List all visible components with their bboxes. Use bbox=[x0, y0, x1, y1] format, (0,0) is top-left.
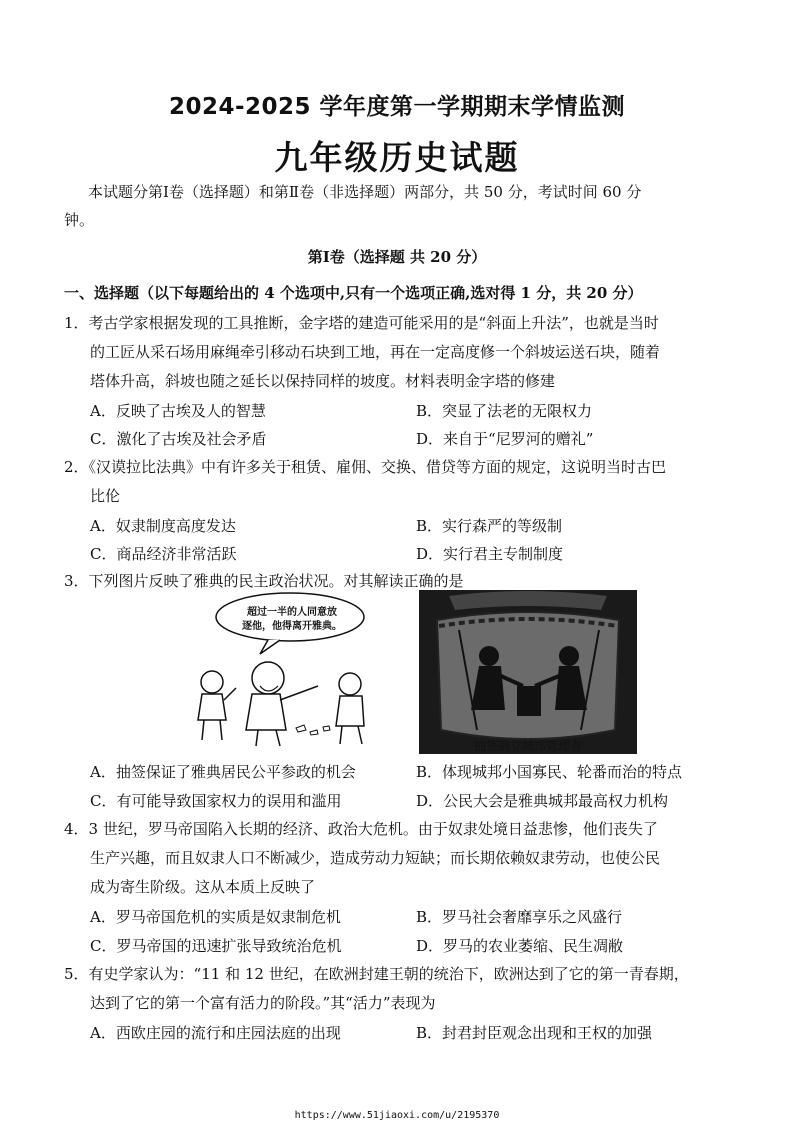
question-stem-line: 达到了它的第一个富有活力的阶段。”其“活力”表现为 bbox=[90, 994, 436, 1012]
option-d[interactable]: D．实行君主专制制度 bbox=[416, 545, 564, 563]
question-stem-line: 成为寄生阶级。这从本质上反映了 bbox=[90, 878, 316, 896]
speech-bubble-line: 逐他，他得离开雅典。 bbox=[242, 621, 342, 632]
option-c[interactable]: C．有可能导致国家权力的误用和滥用 bbox=[90, 792, 342, 810]
option-b[interactable]: B．实行森严的等级制 bbox=[416, 517, 563, 535]
option-a[interactable]: A．反映了古埃及人的智慧 bbox=[90, 402, 266, 420]
option-a[interactable]: A．罗马帝国危机的实质是奴隶制危机 bbox=[90, 908, 341, 926]
option-d[interactable]: D．公民大会是雅典城邦最高权力机构 bbox=[416, 792, 669, 810]
exam-title: 2024-2025 学年度第一学期期末学情监测 bbox=[168, 94, 626, 120]
intro-line-1: 本试题分第Ⅰ卷（选择题）和第Ⅱ卷（非选择题）两部分，共 50 分，考试时间 60 分 bbox=[88, 183, 642, 201]
question-stem-line: 的工匠从采石场用麻绳牵引移动石块到工地，再在一定高度修一个斜坡运送石块，随着 bbox=[90, 343, 661, 361]
option-b[interactable]: B．封君封臣观念出现和王权的加强 bbox=[416, 1024, 653, 1042]
question-stem-line: 4．3 世纪，罗马帝国陷入长期的经济、政治大危机。由于奴隶处境日益悲惨，他们丧失了 bbox=[64, 820, 658, 838]
option-b[interactable]: B．突显了法老的无限权力 bbox=[416, 402, 593, 420]
option-c[interactable]: C．激化了古埃及社会矛盾 bbox=[90, 430, 267, 448]
option-a[interactable]: A．抽签保证了雅典居民公平参政的机会 bbox=[90, 763, 356, 781]
question-stem-line: 5．有史学家认为：“11 和 12 世纪，在欧洲封建王朝的统治下，欧洲达到了它的第一青春期， bbox=[64, 965, 689, 983]
question-stem-line: 塔体升高，斜坡也随之延长以保持同样的坡度。材料表明金字塔的修建 bbox=[90, 372, 556, 390]
intro-line-2: 钟。 bbox=[64, 211, 95, 229]
option-a[interactable]: A．奴隶制度高度发达 bbox=[90, 517, 236, 535]
option-b[interactable]: B．体现城邦小国寡民、轮番而治的特点 bbox=[416, 763, 683, 781]
question-stem-line: 生产兴趣，而且奴隶人口不断减少，造成劳动力短缺；而长期依赖奴隶劳动，也使公民 bbox=[90, 849, 661, 867]
speech-bubble bbox=[222, 606, 362, 634]
option-c[interactable]: C．罗马帝国的迅速扩张导致统治危机 bbox=[90, 937, 342, 955]
section-heading: 第Ⅰ卷（选择题 共 20 分） bbox=[307, 248, 487, 266]
speech-bubble-line: 超过一半的人同意放 bbox=[247, 607, 337, 618]
option-a[interactable]: A．西欧庄园的流行和庄园法庭的出现 bbox=[90, 1024, 341, 1042]
part-heading: 一、选择题（以下每题给出的 4 个选项中,只有一个选项正确,选对得 1 分，共 20 分） bbox=[64, 284, 643, 302]
greek-vase-image bbox=[419, 590, 637, 754]
option-d[interactable]: D．罗马的农业萎缩、民生凋敝 bbox=[416, 937, 624, 955]
question-stem-line: 比伦 bbox=[90, 487, 121, 505]
subject-title: 九年级历史试题 bbox=[274, 138, 520, 177]
watermark-url[interactable]: https://www.51jiaoxi.com/u/2195370 bbox=[294, 1110, 500, 1121]
option-c[interactable]: C．商品经济非常活跃 bbox=[90, 545, 237, 563]
option-b[interactable]: B．罗马社会奢靡享乐之风盛行 bbox=[416, 908, 623, 926]
option-d[interactable]: D．来自于“尼罗河的赠礼” bbox=[416, 430, 594, 448]
figure-caption: 抽签确立城邦管理者 bbox=[473, 739, 582, 753]
question-stem-line: 3．下列图片反映了雅典的民主政治状况。对其解读正确的是 bbox=[64, 572, 464, 590]
question-stem-line: 1．考古学家根据发现的工具推断，金字塔的建造可能采用的是“斜面上升法”，也就是当时 bbox=[64, 314, 659, 332]
question-stem-line: 2．《汉谟拉比法典》中有许多关于租赁、雇佣、交换、借贷等方面的规定，这说明当时古巴 bbox=[64, 458, 667, 476]
